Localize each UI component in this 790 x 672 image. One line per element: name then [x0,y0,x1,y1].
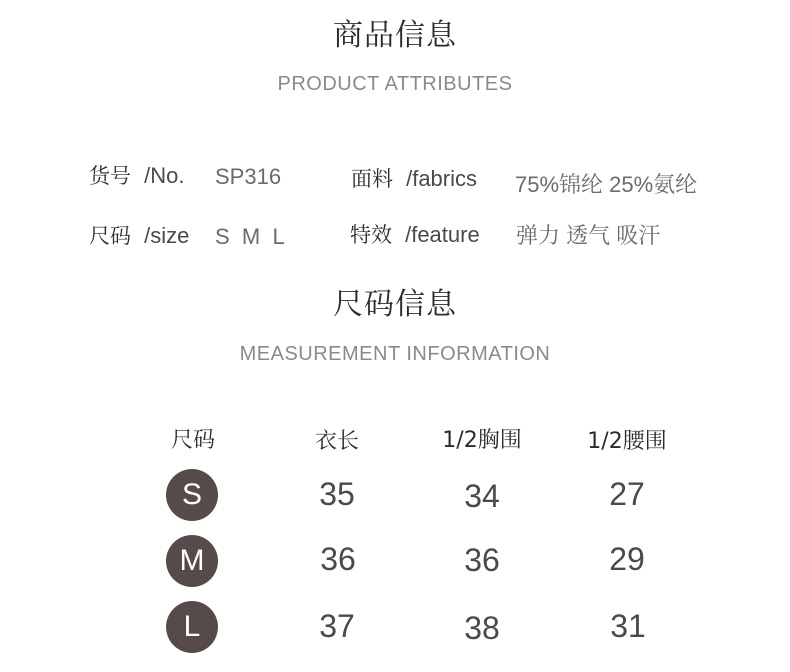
chest-l: 38 [464,610,500,646]
attr-value-fabrics: 75%锦纶 25%氨纶 [515,172,698,197]
waist-s: 27 [609,476,645,512]
attr-sub-fabrics: /fabrics [406,166,478,191]
waist-l: 31 [610,608,646,644]
size-section-subtitle: MEASUREMENT INFORMATION [239,343,551,365]
attr-value-size: S M L [215,224,285,249]
attr-sub-size: /size [144,223,190,248]
header-chest: 1/2胸围 [442,428,522,453]
attr-size [89,220,189,250]
attr-key-no: 货号 [89,164,131,188]
header-length: 衣长 [314,429,360,454]
attr-key-size: 尺码 [89,224,131,248]
size-badge-s: S [166,469,218,521]
chest-m: 36 [464,542,500,578]
attr-sub-no: /No. [144,163,185,188]
attr-value-feature: 弹力 透气 吸汗 [516,223,661,248]
size-section-title: 尺码信息 [333,287,457,322]
chest-s: 34 [464,478,500,514]
length-m: 36 [320,541,356,577]
attr-sub-feature: /feature [405,222,480,247]
size-badge-l: L [166,601,218,653]
attr-feature [350,219,480,249]
header-waist: 1/2腰围 [587,429,667,454]
attr-no [89,160,184,190]
size-badge-m: M [166,535,218,587]
attr-fabrics [351,163,477,193]
attr-key-fabrics: 面料 [351,167,393,191]
waist-m: 29 [609,541,645,577]
header-size: 尺码 [170,428,216,453]
product-section-title: 商品信息 [333,18,457,53]
product-section-subtitle: PRODUCT ATTRIBUTES [277,73,513,95]
length-l: 37 [319,608,355,644]
length-s: 35 [319,476,355,512]
attr-key-feature: 特效 [350,223,392,247]
attr-value-no: SP316 [215,164,282,189]
